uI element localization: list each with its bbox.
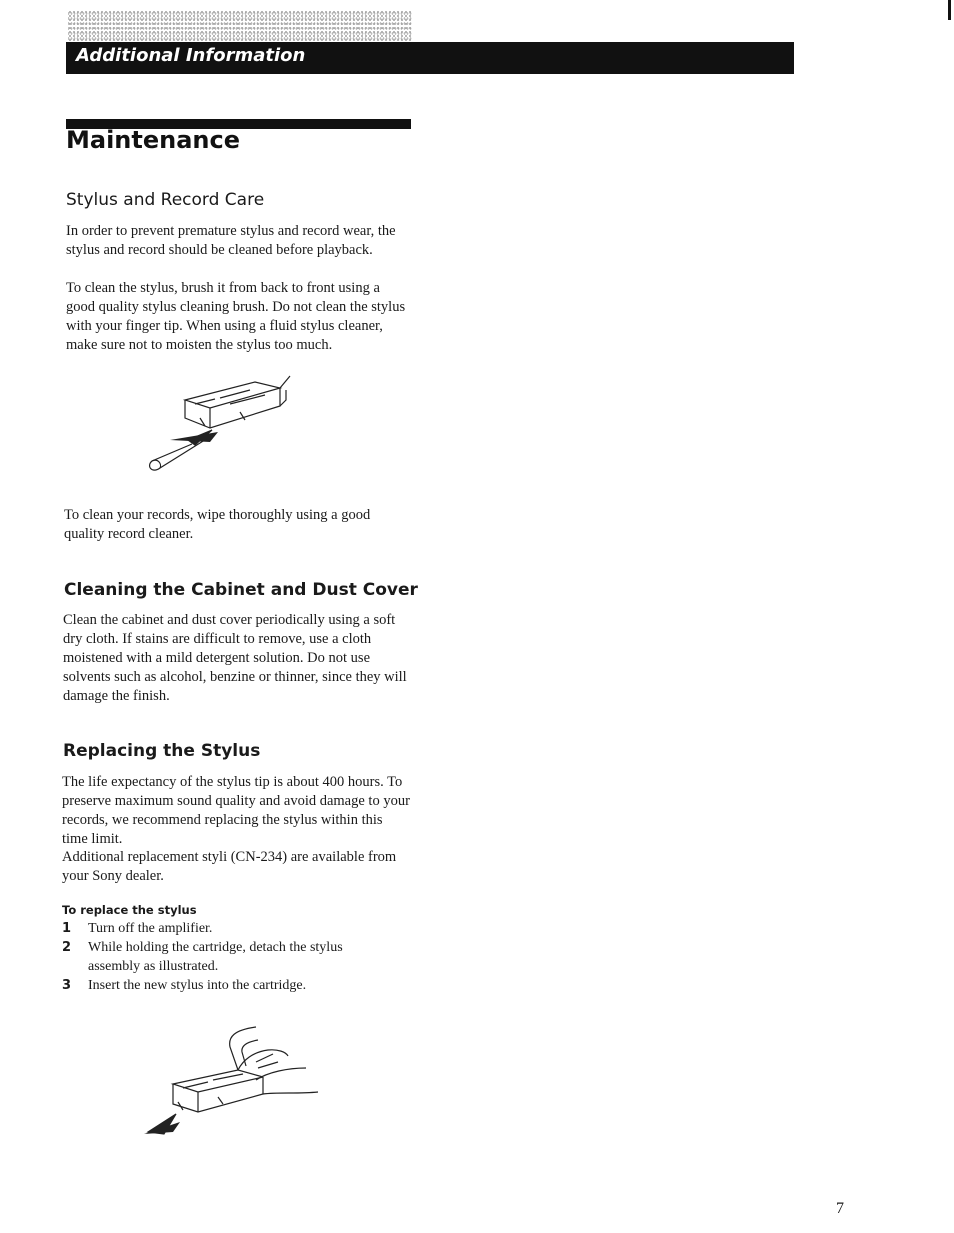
section-header-label: Additional Information — [76, 45, 306, 66]
heading-cabinet-dust-cover: Cleaning the Cabinet and Dust Cover — [64, 580, 418, 600]
paragraph-stylus-cleaning: To clean the stylus, brush it from back to front using a good quality stylus cleaning brush. Do not clean the stylus with your finger tip. When using a fluid stylus cleaner, make sure not to moisten the stylus too much. — [66, 280, 406, 353]
paragraph-stylus-life: The life expectancy of the stylus tip is about 400 hours. To preserve maximum sound quality and avoid damage to your records, we recommend replacing the stylus within this time limit. — [62, 774, 410, 847]
stylus-replacement-illustration — [138, 1022, 323, 1142]
step-text: Turn off the amplifier. — [88, 921, 213, 936]
replace-steps-list — [62, 919, 392, 995]
step-number: 1 — [62, 921, 72, 936]
step-text: Insert the new stylus into the cartridge. — [88, 978, 307, 993]
paragraph-cabinet-cleaning: Clean the cabinet and dust cover periodically using a soft dry cloth. If stains are difficult to remove, use a cloth moistened with a mild detergent solution. Do not use solvents such as alcohol, benzine or thinner, since they will damage the finish. — [63, 612, 407, 704]
section-header-bar — [66, 42, 794, 74]
stylus-brush-illustration — [140, 368, 310, 483]
edge-mark — [948, 0, 951, 20]
page-number: 7 — [836, 1200, 844, 1217]
paragraph-replacement-styli: Additional replacement styli (CN-234) are available from your Sony dealer. — [62, 849, 397, 884]
heading-stylus-record-care: Stylus and Record Care — [66, 190, 265, 210]
paragraph-record-cleaning: To clean your records, wipe thoroughly using a good quality record cleaner. — [64, 507, 371, 542]
heading-replacing-stylus: Replacing the Stylus — [63, 741, 261, 761]
list-item — [62, 919, 392, 938]
subheading-to-replace-stylus: To replace the stylus — [62, 903, 197, 917]
paragraph-stylus-intro: In order to prevent premature stylus and record wear, the stylus and record should be cleaned before playback. — [66, 223, 396, 258]
header-texture — [68, 10, 412, 42]
step-text: While holding the cartridge, detach the stylus assembly as illustrated. — [88, 940, 343, 974]
page-title: Maintenance — [66, 126, 241, 154]
list-item — [62, 976, 392, 995]
step-number: 2 — [62, 940, 72, 955]
step-number: 3 — [62, 978, 72, 993]
list-item — [62, 938, 392, 976]
